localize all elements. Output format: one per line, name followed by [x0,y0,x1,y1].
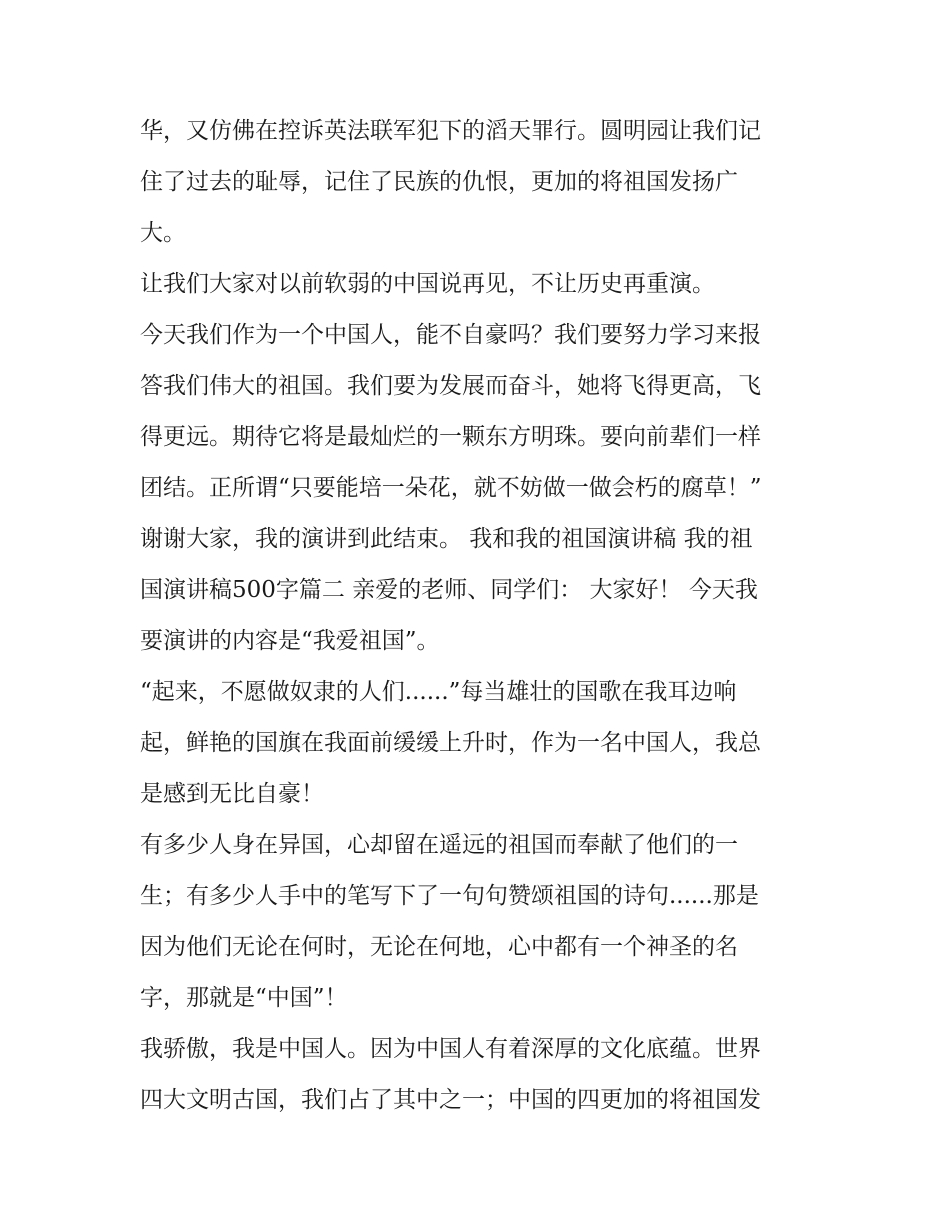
text-line: 今天我们作为一个中国人，能不自豪吗？我们要努力学习来报 [140,322,761,348]
text-line: 我骄傲，我是中国人。因为中国人有着深厚的文化底蕴。世界 [140,1036,761,1062]
text-line: 国演讲稿500字篇二 亲爱的老师、同学们： 大家好！ 今天我 [140,577,758,603]
text-line: 有多少人身在异国，心却留在遥远的祖国而奉献了他们的一 [140,832,738,858]
text-line: 让我们大家对以前软弱的中国说再见，不让历史再重演。 [140,271,715,297]
text-line: 生；有多少人手中的笔写下了一句句赞颂祖国的诗句......那是 [140,883,759,909]
text-line: 要演讲的内容是“我爱祖国”。 [140,628,440,654]
text-line: 住了过去的耻辱，记住了民族的仇恨，更加的将祖国发扬广 [140,169,738,195]
text-line: 四大文明古国，我们占了其中之一；中国的四更加的将祖国发 [140,1087,761,1113]
text-line: 华，又仿佛在控诉英法联军犯下的滔天罪行。圆明园让我们记 [140,118,761,144]
text-line: “起来，不愿做奴隶的人们......”每当雄壮的国歌在我耳边响 [140,679,737,705]
text-line: 字，那就是“中国”！ [140,985,348,1011]
text-line: 是感到无比自豪！ [140,781,324,807]
text-line: 大。 [140,220,186,246]
text-line: 答我们伟大的祖国。我们要为发展而奋斗，她将飞得更高，飞 [140,373,761,399]
text-line: 起，鲜艳的国旗在我面前缓缓上升时，作为一名中国人，我总 [140,730,761,756]
text-line: 团结。正所谓“只要能培一朵花，就不妨做一做会朽的腐草！” [140,475,762,501]
document-body [140,106,815,1126]
text-line: 因为他们无论在何时，无论在何地，心中都有一个神圣的名 [140,934,738,960]
text-line: 得更远。期待它将是最灿烂的一颗东方明珠。要向前辈们一样 [140,424,761,450]
text-line: 谢谢大家，我的演讲到此结束。 我和我的祖国演讲稿 我的祖 [140,526,753,552]
